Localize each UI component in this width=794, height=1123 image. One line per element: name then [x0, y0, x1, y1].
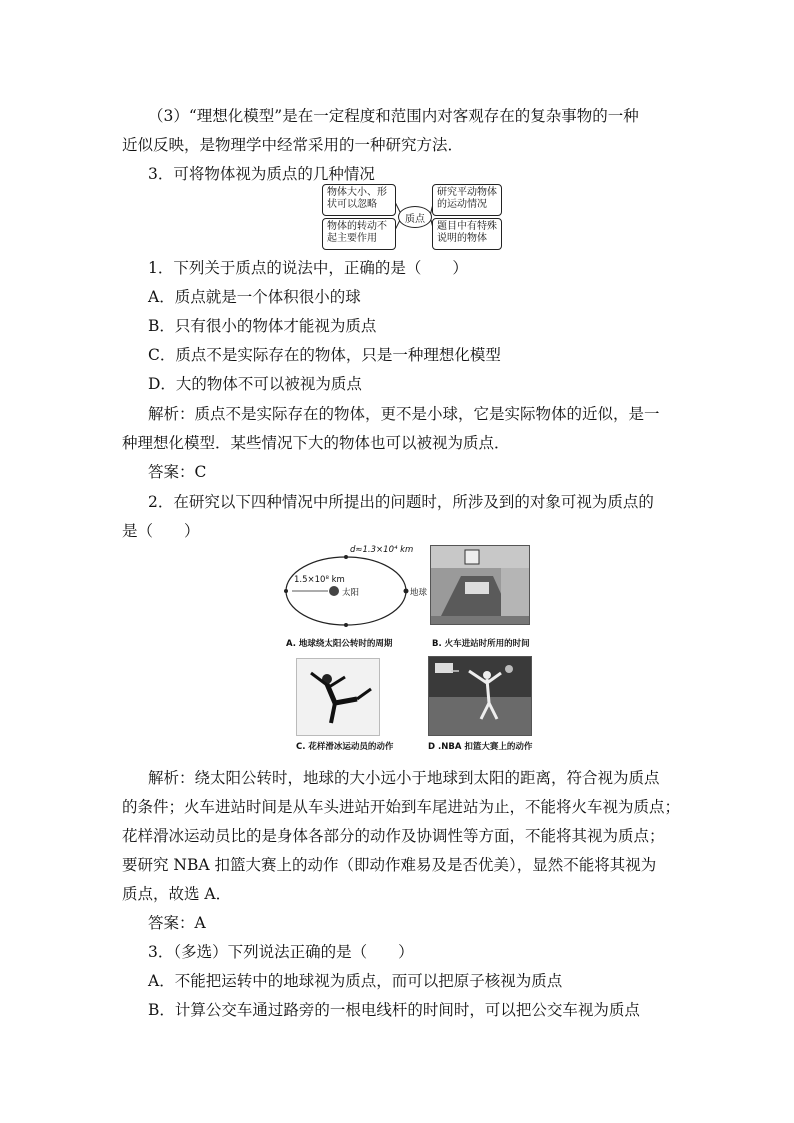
section-heading-3: 3．可将物体视为质点的几种情况 — [148, 165, 375, 183]
paragraph-ideal-model-line2: 近似反映，是物理学中经常采用的一种研究方法． — [122, 136, 464, 154]
particle-conditions-diagram — [322, 184, 502, 248]
q1-option-b: B．只有很小的物体才能视为质点 — [148, 317, 377, 335]
q2-answer: 答案：A — [148, 914, 206, 932]
q2-stem-line1: 2．在研究以下四种情况中所提出的问题时，所涉及到的对象可视为质点的 — [148, 493, 654, 511]
caption-d: D .NBA 扣篮大赛上的动作 — [428, 742, 533, 752]
q1-stem: 1．下列关于质点的说法中，正确的是（ ） — [148, 259, 468, 277]
q3-stem: 3．（多选）下列说法正确的是（ ） — [148, 943, 414, 961]
diagram-box-special-note: 题目中有特殊说明的物体 — [432, 218, 502, 250]
q1-option-d: D．大的物体不可以被视为质点 — [148, 375, 362, 393]
earth-label: 地球 — [410, 588, 428, 598]
q2-explanation-line2: 的条件；火车进站时间是从车头进站开始到车尾进站为止，不能将火车视为质点； — [122, 798, 681, 816]
caption-a: A. 地球绕太阳公转时的周期 — [286, 639, 393, 649]
q1-option-a: A．质点就是一个体积很小的球 — [148, 288, 361, 306]
q3-option-b: B．计算公交车通过路旁的一根电线杆的时间时，可以把公交车视为质点 — [148, 1001, 640, 1019]
sun-label: 太阳 — [342, 588, 360, 598]
q3-option-a: A．不能把运转中的地球视为质点，而可以把原子核视为质点 — [148, 972, 563, 990]
earth-diameter-label: d≈1.3×10⁴ km — [350, 545, 414, 555]
diagram-center-particle: 质点 — [398, 206, 432, 228]
q1-option-c: C．质点不是实际存在的物体，只是一种理想化模型 — [148, 346, 501, 364]
sun-distance-label: 1.5×10⁸ km — [294, 575, 345, 585]
q2-stem-line2: 是（ ） — [122, 522, 200, 540]
q1-answer: 答案：C — [148, 463, 207, 481]
q1-explanation-line2: 种理想化模型．某些情况下大的物体也可以被视为质点． — [122, 434, 510, 452]
diagram-box-translation: 研究平动物体的运动情况 — [432, 184, 502, 216]
q2-explanation-line3: 花样滑冰运动员比的是身体各部分的动作及协调性等方面，不能将其视为质点； — [122, 827, 665, 845]
skater-illustration — [297, 659, 379, 735]
dunk-illustration — [429, 657, 531, 735]
caption-b: B. 火车进站时所用的时间 — [432, 639, 530, 649]
figure-a-orbit — [282, 543, 430, 653]
q2-explanation-line4: 要研究 NBA 扣篮大赛上的动作（即动作难易及是否优美），显然不能将其视为 — [122, 856, 657, 874]
q1-explanation-line1: 解析：质点不是实际存在的物体，更不是小球，它是实际物体的近似，是一 — [148, 405, 660, 423]
caption-c: C. 花样滑冰运动员的动作 — [296, 742, 394, 752]
diagram-box-size-negligible: 物体大小、形状可以忽略 — [322, 184, 396, 216]
paragraph-ideal-model-line1: （3）“理想化模型”是在一定程度和范围内对客观存在的复杂事物的一种 — [148, 107, 639, 125]
diagram-box-rotation-minor: 物体的转动不起主要作用 — [322, 218, 396, 250]
figure-skater-photo — [296, 658, 380, 736]
train-station-photo — [430, 545, 530, 625]
train-illustration — [431, 546, 529, 624]
q2-explanation-line5: 质点，故选 A． — [122, 885, 232, 903]
nba-dunk-photo — [428, 656, 532, 736]
q2-explanation-line1: 解析：绕太阳公转时，地球的大小远小于地球到太阳的距离，符合视为质点 — [148, 769, 660, 787]
